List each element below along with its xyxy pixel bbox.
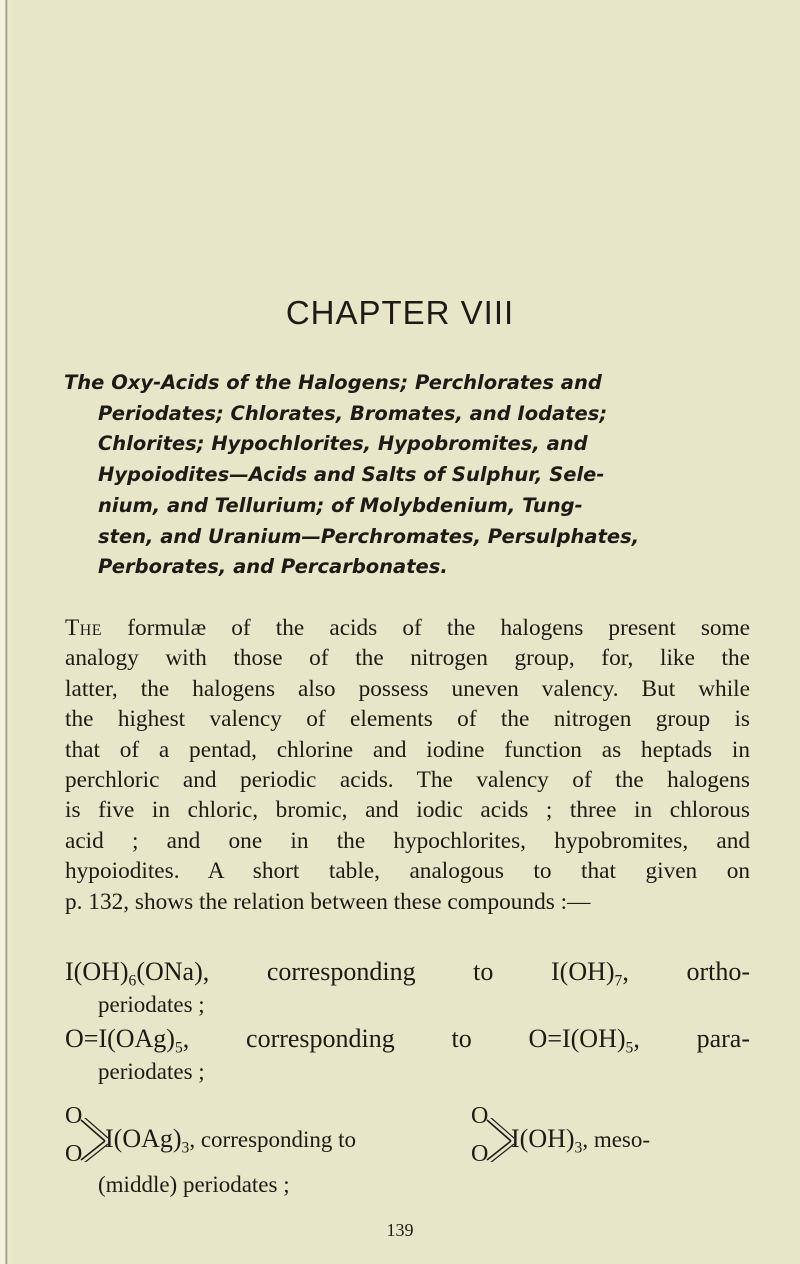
- subscript: 6: [128, 972, 137, 990]
- paragraph-line: latter, the halogens also possess uneven valency. But while: [65, 675, 750, 702]
- summary-line: nium, and Tellurium; of Molybdenium, Tung-: [98, 493, 583, 517]
- formula-mesoperiodate: [65, 1103, 750, 1167]
- formula-text: O=I(OAg): [65, 1024, 175, 1053]
- summary-line: Chlorites; Hypochlorites, Hypobromites, and: [98, 432, 588, 456]
- page-number: 139: [386, 1220, 414, 1240]
- paragraph-line: perchloric and periodic acids. The valency of the halogens: [65, 767, 750, 794]
- summary-line: Periodates; Chlorates, Bromates, and Iodates;: [98, 401, 608, 425]
- paragraph-line: hypoiodites. A short table, analogous to that given on: [65, 858, 750, 885]
- formula-text: I(OH): [511, 1124, 575, 1153]
- formula-text: I(OH): [65, 957, 129, 986]
- subscript: 7: [614, 972, 623, 990]
- formula-orthoperiodate: [65, 955, 750, 988]
- formula-text: , meso-: [582, 1127, 651, 1152]
- formula-continuation: (middle) periodates ;: [98, 1172, 290, 1197]
- paragraph-line: that of a pentad, chlorine and iodine function as heptads in: [65, 736, 750, 763]
- oxygen-atom-top-right: O: [471, 1103, 489, 1129]
- subscript: 3: [181, 1139, 190, 1157]
- formula-text: I(OAg): [105, 1124, 182, 1153]
- formula-continuation: periodates ;: [98, 992, 205, 1017]
- oxygen-atom-top-left: O: [65, 1103, 83, 1129]
- chapter-summary: [64, 368, 744, 583]
- formula-text: , corresponding to O=I(OH): [182, 1024, 626, 1053]
- paragraph-line: the highest valency of elements of the nitrogen group is: [65, 706, 750, 733]
- summary-line: sten, and Uranium—Perchromates, Persulphates,: [98, 524, 640, 548]
- paragraph-line: is five in chloric, bromic, and iodic acids ; three in chlorous: [65, 797, 750, 824]
- paragraph-text: formulæ of the acids of the halogens present some: [127, 615, 750, 641]
- summary-line: Hypoiodites—Acids and Salts of Sulphur, Sele-: [98, 463, 605, 487]
- formula-paraperiodate: [65, 1022, 750, 1055]
- formula-text: , ortho-: [622, 957, 750, 986]
- paragraph-line: acid ; and one in the hypochlorites, hypobromites, and: [65, 827, 750, 854]
- paragraph-line: [65, 613, 750, 643]
- paragraph-line: p. 132, shows the relation between these compounds :—: [65, 888, 591, 915]
- summary-line: The Oxy-Acids of the Halogens; Perchlorates and: [64, 371, 602, 394]
- page-gutter-edge: [0, 0, 14, 1264]
- oxygen-atom-bottom-right: O: [471, 1141, 489, 1167]
- subscript: 5: [174, 1039, 183, 1057]
- subscript: 3: [574, 1139, 583, 1157]
- formula-text: , corresponding to: [189, 1127, 357, 1152]
- lead-word: The: [65, 615, 103, 641]
- summary-line: Perborates, and Percarbonates.: [98, 555, 448, 579]
- subscript: 5: [625, 1039, 634, 1057]
- chapter-heading: CHAPTER VIII: [285, 294, 515, 331]
- formula-text: (ONa), corresponding to I(OH): [136, 957, 615, 986]
- body-paragraph: [65, 613, 750, 917]
- paragraph-line: analogy with those of the nitrogen group, for, like the: [65, 645, 750, 672]
- formula-text: , para-: [633, 1024, 750, 1053]
- formula-continuation: periodates ;: [98, 1059, 205, 1084]
- oxygen-atom-bottom-left: O: [65, 1141, 83, 1167]
